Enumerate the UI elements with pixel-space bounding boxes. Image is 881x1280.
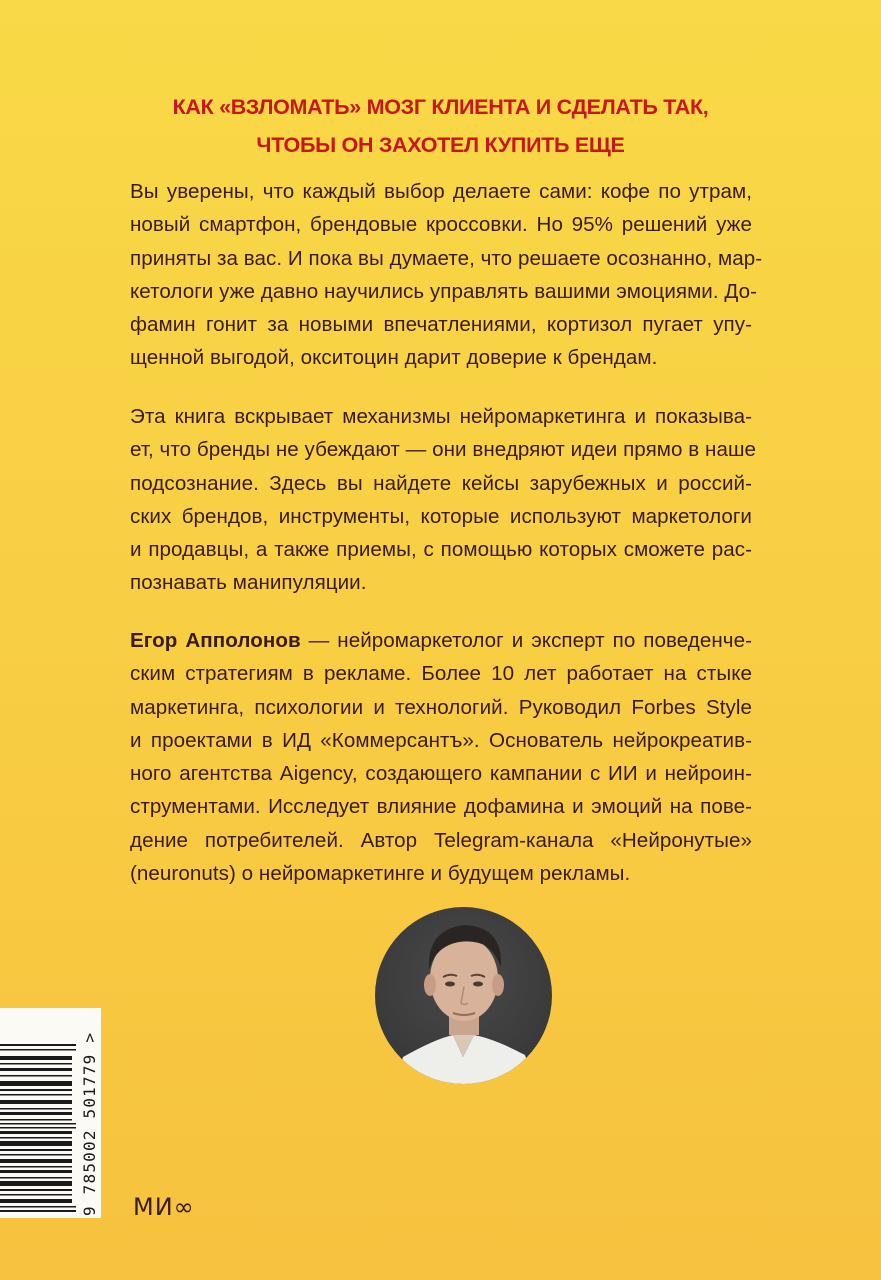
text-line: кетологи уже давно научились управлять вашими эмоциями. До- xyxy=(130,279,758,303)
author-photo xyxy=(375,907,552,1084)
text-line: подсознание. Здесь вы найдете кейсы зарубежных и россий- xyxy=(130,471,752,495)
text-line: новый смартфон, брендовые кроссовки. Но 95% решений уже xyxy=(130,213,752,237)
text-line: щенной выгодой, окситоцин дарит доверие к брендам. xyxy=(130,346,658,370)
isbn-barcode xyxy=(0,1008,101,1218)
headline xyxy=(0,88,881,164)
author-name: Егор Апполонов xyxy=(130,629,301,652)
text-line: познавать манипуляции. xyxy=(130,571,367,595)
text-line: ских брендов, инструменты, которые используют маркетологи xyxy=(130,504,752,528)
text-line: маркетинга, психологии и технологий. Руководил Forbes Style xyxy=(130,695,752,719)
text-line: приняты за вас. И пока вы думаете, что решаете осознанно, мар- xyxy=(130,246,763,270)
author-portrait-icon xyxy=(375,907,552,1084)
isbn-number: 9 785002 501779 > xyxy=(80,1031,99,1216)
publisher-logo: МИ∞ xyxy=(133,1193,195,1221)
isbn-digits xyxy=(80,1012,100,1216)
headline-line-2: ЧТОБЫ ОН ЗАХОТЕЛ КУПИТЬ ЕЩЕ xyxy=(256,133,625,157)
text-line: ет, что бренды не убеждают — они внедряют идеи прямо в наше xyxy=(130,438,757,462)
text-line: фамин гонит за новыми впечатлениями, кортизол пугает упу- xyxy=(130,313,752,337)
author-bio-first-line xyxy=(130,624,752,657)
author-bio-text: — нейромаркетолог и эксперт по поведенче- xyxy=(300,629,752,652)
text-line: ного агентства Aigency, создающего кампании с ИИ и нейроин- xyxy=(130,762,752,786)
description-paragraph-2 xyxy=(130,400,757,600)
text-line: Вы уверены, что каждый выбор делаете сами: кофе по утрам, xyxy=(130,180,752,203)
text-line: дение потребителей. Автор Telegram-канала «Нейронутые» xyxy=(130,828,752,852)
text-line: Эта книга вскрывает механизмы нейромаркетинга и показыва- xyxy=(130,405,752,428)
headline-line-1: КАК «ВЗЛОМАТЬ» МОЗГ КЛИЕНТА И СДЕЛАТЬ ТАК, xyxy=(172,95,709,119)
text-line: и продавцы, а также приемы, с помощью которых сможете рас- xyxy=(130,538,752,562)
text-line: (neuronuts) о нейромаркетинге и будущем рекламы. xyxy=(130,862,631,886)
author-bio xyxy=(130,624,752,890)
text-line: струментами. Исследует влияние дофамина и эмоций на пове- xyxy=(130,795,752,819)
text-line: ским стратегиям в рекламе. Более 10 лет работает на стыке xyxy=(130,662,752,686)
text-line: и проектами в ИД «Коммерсантъ». Основатель нейрокреатив- xyxy=(130,728,752,752)
barcode-bars-icon xyxy=(0,1044,76,1212)
description-paragraph-1 xyxy=(130,175,763,375)
